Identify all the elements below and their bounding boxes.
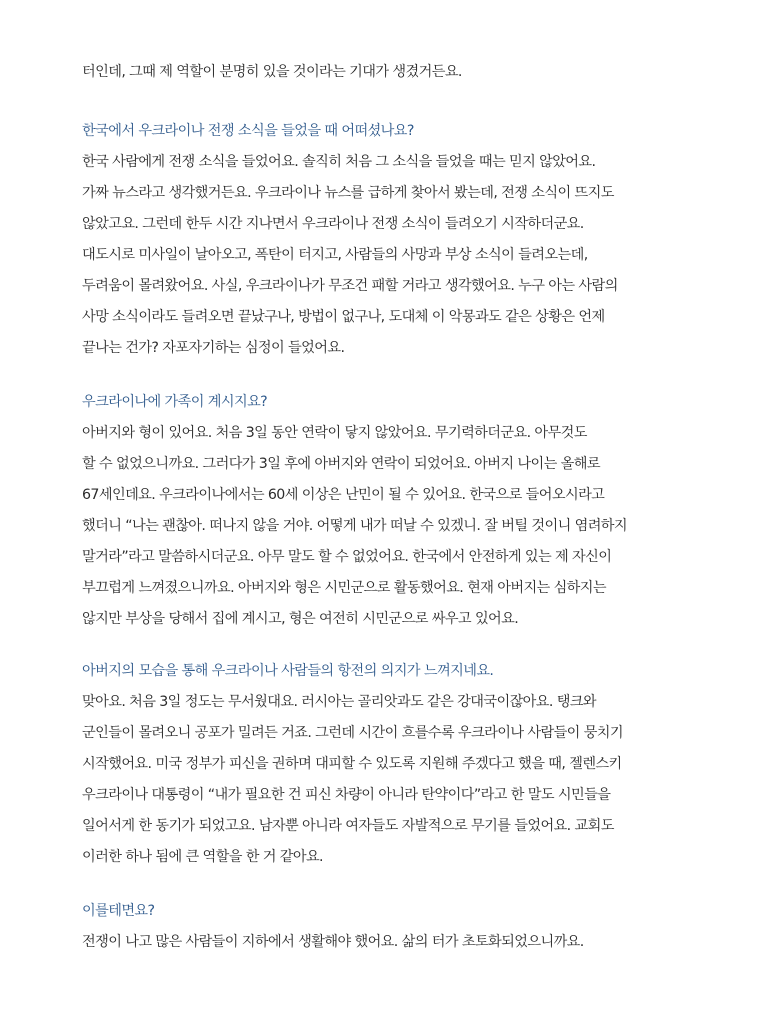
answer-line: 할 수 없었으니까요. 그러다가 3일 후에 아버지와 연락이 되었어요. 아버지 나이는 올해로 xyxy=(82,456,600,472)
answer-line: 67세인데요. 우크라이나에서는 60세 이상은 난민이 될 수 있어요. 한국으로 들어오시라고 xyxy=(82,487,605,503)
answer-line: 두려움이 몰려왔어요. 사실, 우크라이나가 무조건 패할 거라고 생각했어요. 누구 아는 사람의 xyxy=(82,278,618,294)
interview-question: 아버지의 모습을 통해 우크라이나 사람들의 항전의 의지가 느껴지네요. xyxy=(82,663,494,679)
answer-line: 군인들이 몰려오니 공포가 밀려든 거죠. 그런데 시간이 흐를수록 우크라이나 사람들이 뭉치기 xyxy=(82,725,624,741)
answer-line: 시작했어요. 미국 정부가 피신을 권하며 대피할 수 있도록 지원해 주겠다고 했을 때, 젤렌스키 xyxy=(82,756,622,772)
body-line: 터인데, 그때 제 역할이 분명히 있을 것이라는 기대가 생겼거든요. xyxy=(82,64,462,80)
interview-question: 이를테면요? xyxy=(82,903,155,919)
answer-line: 사망 소식이라도 들려오면 끝났구나, 방법이 없구나, 도대체 이 악몽과도 같은 상황은 언제 xyxy=(82,309,605,325)
answer-line: 전쟁이 나고 많은 사람들이 지하에서 생활해야 했어요. 삶의 터가 초토화되었으니까요. xyxy=(82,934,584,950)
answer-line: 않았고요. 그런데 한두 시간 지나면서 우크라이나 전쟁 소식이 들려오기 시작하더군요. xyxy=(82,216,584,232)
interview-question: 우크라이나에 가족이 계시지요? xyxy=(82,394,268,410)
answer-line: 맞아요. 처음 3일 정도는 무서웠대요. 러시아는 골리앗과도 같은 강대국이잖아요. 탱크와 xyxy=(82,694,597,710)
qa-block-3 xyxy=(82,656,692,873)
answer-line: 가짜 뉴스라고 생각했거든요. 우크라이나 뉴스를 급하게 찾아서 봤는데, 전쟁 소식이 뜨지도 xyxy=(82,185,614,201)
answer-line: 우크라이나 대통령이 “내가 필요한 건 피신 차량이 아니라 탄약이다”라고 한 말도 시민들을 xyxy=(82,787,611,803)
intro-paragraph xyxy=(82,57,692,88)
answer-line: 한국 사람에게 전쟁 소식을 들었어요. 솔직히 처음 그 소식을 들었을 때는 믿지 않았어요. xyxy=(82,154,596,170)
answer-line: 아버지와 형이 있어요. 처음 3일 동안 연락이 닿지 않았어요. 무기력하더군요. 아무것도 xyxy=(82,425,587,441)
qa-block-1 xyxy=(82,116,692,364)
answer-line: 끝나는 건가? 자포자기하는 심정이 들었어요. xyxy=(82,340,345,356)
answer-line: 부끄럽게 느껴졌으니까요. 아버지와 형은 시민군으로 활동했어요. 현재 아버지는 심하지는 xyxy=(82,580,606,596)
answer-line: 않지만 부상을 당해서 집에 계시고, 형은 여전히 시민군으로 싸우고 있어요. xyxy=(82,611,519,627)
answer-line: 했더니 “나는 괜찮아. 떠나지 않을 거야. 어떻게 내가 떠날 수 있겠니. 잘 버틸 것이니 염려하지 xyxy=(82,518,628,534)
answer-line: 말거라”라고 말씀하시더군요. 아무 말도 할 수 없었어요. 한국에서 안전하게 있는 제 자신이 xyxy=(82,549,612,565)
answer-line: 대도시로 미사일이 날아오고, 폭탄이 터지고, 사람들의 사망과 부상 소식이 들려오는데, xyxy=(82,247,588,263)
answer-line: 일어서게 한 동기가 되었고요. 남자뿐 아니라 여자들도 자발적으로 무기를 들었어요. 교회도 xyxy=(82,818,614,834)
answer-line: 이러한 하나 됨에 큰 역할을 한 거 같아요. xyxy=(82,849,323,865)
qa-block-4 xyxy=(82,896,692,958)
interview-question: 한국에서 우크라이나 전쟁 소식을 들었을 때 어떠셨나요? xyxy=(82,123,414,139)
qa-block-2 xyxy=(82,387,692,635)
